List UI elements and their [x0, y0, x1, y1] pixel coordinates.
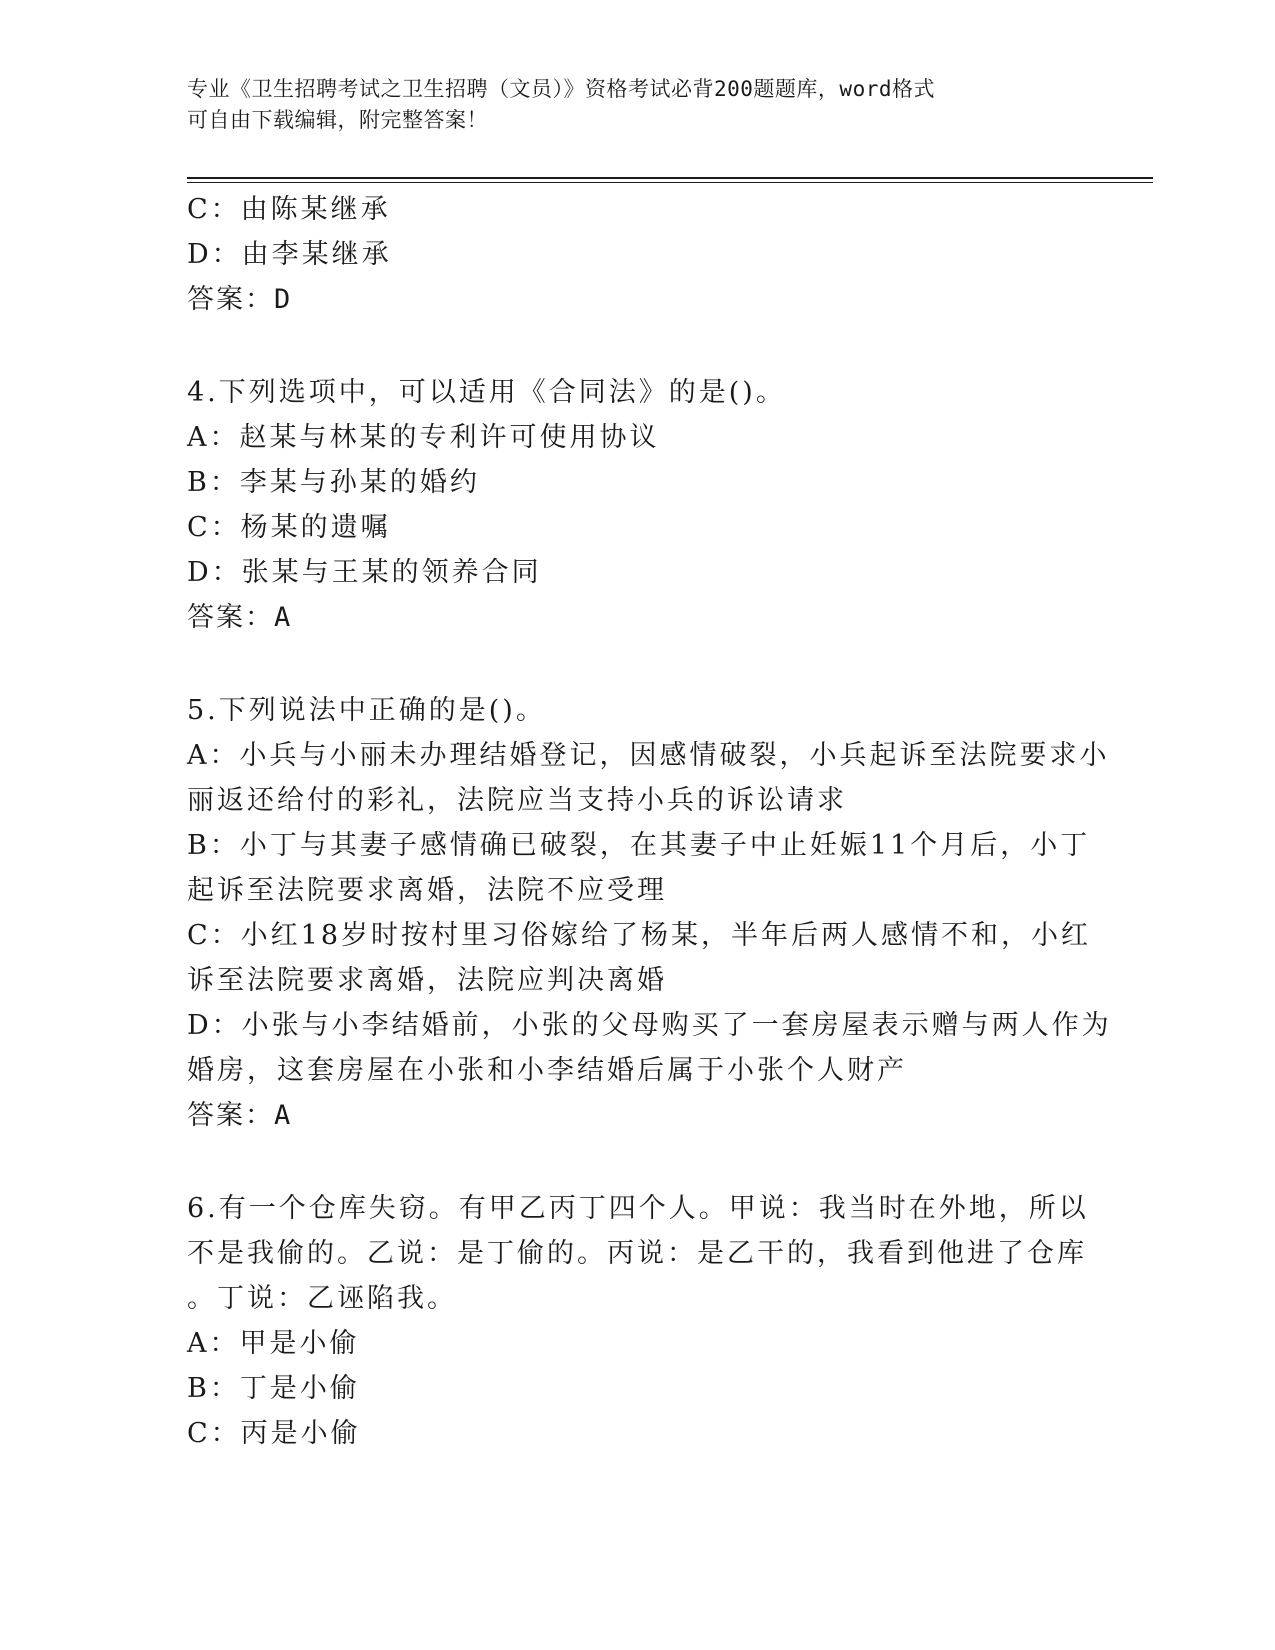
q6-option-b: B：丁是小偷	[187, 1373, 360, 1404]
question-6	[187, 1186, 1087, 1456]
spacer	[187, 1138, 1087, 1186]
q4-stem: 4.下列选项中，可以适用《合同法》的是()。	[187, 377, 786, 408]
header-rule-thin	[187, 182, 1153, 183]
header-line-1: 专业《卫生招聘考试之卫生招聘（文员）》资格考试必背200题题库，word格式	[187, 77, 935, 101]
spacer	[187, 640, 1087, 688]
header-line-2: 可自由下载编辑，附完整答案！	[187, 108, 488, 132]
q5-answer: 答案：A	[187, 1100, 293, 1131]
question-4	[187, 370, 1087, 640]
q5-option-d-line-1: D：小张与小李结婚前，小张的父母购买了一套房屋表示赠与两人作为	[187, 1010, 1112, 1041]
q3-option-d: D：由李某继承	[187, 239, 392, 270]
header-rule-thick	[187, 177, 1153, 179]
q4-answer: 答案：A	[187, 602, 293, 633]
document-header	[187, 74, 1067, 136]
q4-option-a: A：赵某与林某的专利许可使用协议	[187, 422, 660, 453]
q6-stem-line-3: 。丁说：乙诬陷我。	[187, 1283, 457, 1314]
q6-stem-line-1: 6.有一个仓库失窃。有甲乙丙丁四个人。甲说：我当时在外地，所以	[187, 1193, 1089, 1224]
q5-option-a-line-2: 丽返还给付的彩礼，法院应当支持小兵的诉讼请求	[187, 785, 847, 816]
q5-option-b-line-1: B：小丁与其妻子感情确已破裂，在其妻子中止妊娠11个月后，小丁	[187, 830, 1091, 861]
q5-option-c-line-2: 诉至法院要求离婚，法院应判决离婚	[187, 965, 667, 996]
q4-option-c: C：杨某的遗嘱	[187, 512, 391, 543]
q6-option-a: A：甲是小偷	[187, 1328, 360, 1359]
spacer	[187, 322, 1087, 370]
q5-option-c-line-1: C：小红18岁时按村里习俗嫁给了杨某，半年后两人感情不和，小红	[187, 920, 1092, 951]
q6-stem-line-2: 不是我偷的。乙说：是丁偷的。丙说：是乙干的，我看到他进了仓库	[187, 1238, 1087, 1269]
q5-option-a-line-1: A：小兵与小丽未办理结婚登记，因感情破裂，小兵起诉至法院要求小	[187, 740, 1110, 771]
q5-option-d-line-2: 婚房，这套房屋在小张和小李结婚后属于小张个人财产	[187, 1055, 907, 1086]
q3-option-c: C：由陈某继承	[187, 194, 391, 225]
q5-option-b-line-2: 起诉至法院要求离婚，法院不应受理	[187, 875, 667, 906]
question-5	[187, 688, 1112, 1138]
q4-option-b: B：李某与孙某的婚约	[187, 467, 480, 498]
q6-option-c: C：丙是小偷	[187, 1418, 361, 1449]
document-body	[187, 187, 1112, 1456]
question-3	[187, 187, 1087, 322]
q5-stem: 5.下列说法中正确的是()。	[187, 695, 546, 726]
q3-answer: 答案：D	[187, 284, 293, 315]
q4-option-d: D：张某与王某的领养合同	[187, 557, 542, 588]
